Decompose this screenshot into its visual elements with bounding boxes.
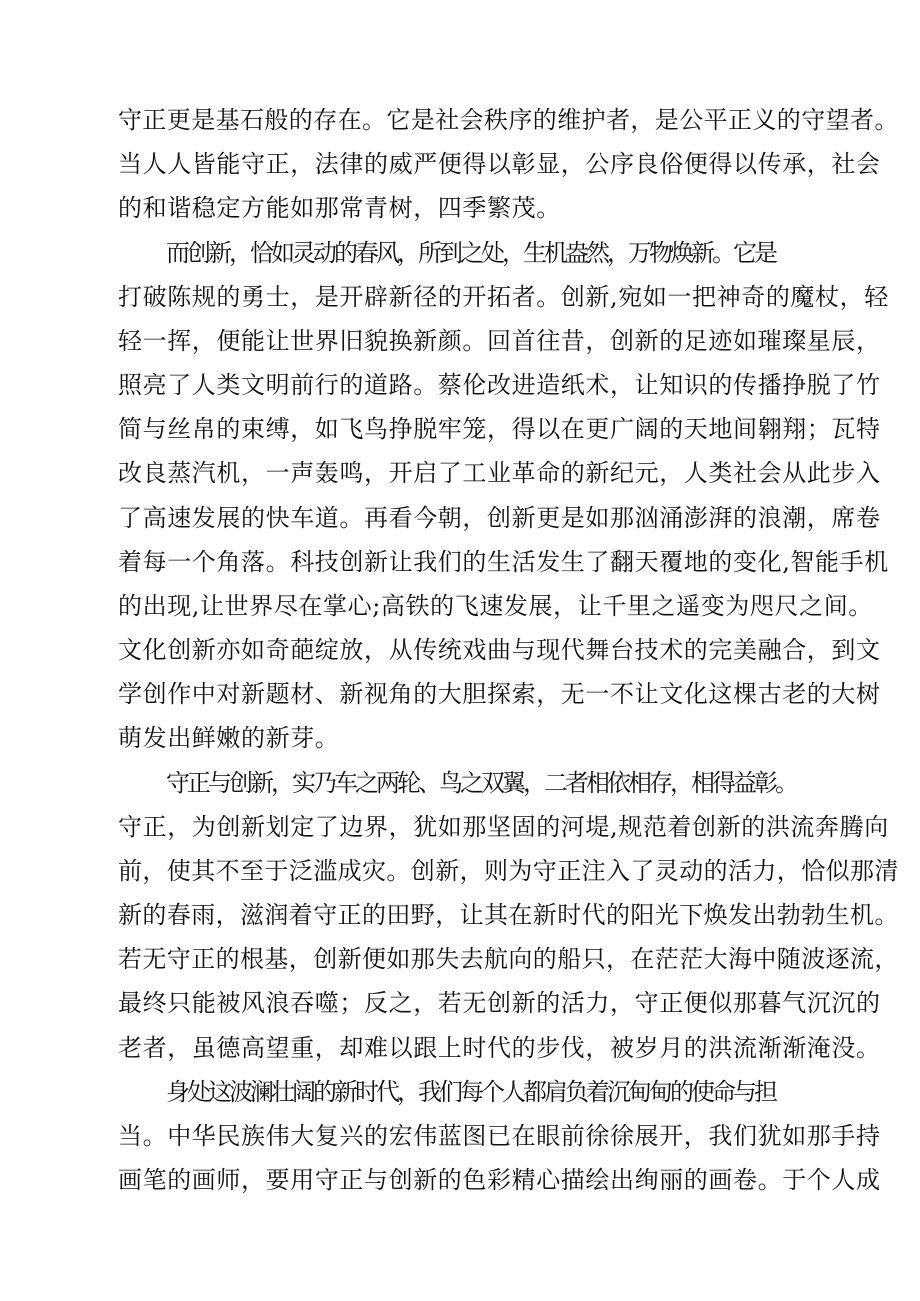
text-line: 萌发出鲜嫩的新芽。 (118, 724, 340, 752)
text-line: 若无守正的根基，创新便如那失去航向的船只，在茫茫大海中随波逐流， (118, 945, 899, 973)
text-line: 轻一挥，便能让世界旧貌换新颜。回首往昔，创新的足迹如璀璨星辰， (118, 327, 881, 355)
text-line: 打破陈规的勇士，是开辟新径的开拓者。创新,宛如一把神奇的魔杖，轻 (118, 283, 889, 311)
text-line: 当。中华民族伟大复兴的宏伟蓝图已在眼前徐徐展开，我们犹如那手持 (118, 1122, 881, 1150)
text-line: 最终只能被风浪吞噬；反之，若无创新的活力，守正便似那暮气沉沉的 (118, 989, 881, 1017)
paragraph-start-line: 守正与创新，实乃车之两轮、鸟之双翼，二者相依相存，相得益彰。 (166, 769, 796, 797)
text-line: 老者，虽德高望重，却难以跟上时代的步伐，被岁月的洪流渐渐淹没。 (118, 1034, 881, 1062)
text-line: 了高速发展的快车道。再看今朝，创新更是如那汹涌澎湃的浪潮，席卷 (118, 504, 881, 532)
text-line: 新的春雨，滋润着守正的田野，让其在新时代的阳光下焕发出勃勃生机。 (118, 901, 899, 929)
text-line: 改良蒸汽机，一声轰鸣，开启了工业革命的新纪元，人类社会从此步入 (118, 459, 881, 487)
text-line: 着每一个角落。科技创新让我们的生活发生了翻天覆地的变化,智能手机 (118, 548, 889, 576)
text-line: 学创作中对新题材、新视角的大胆探索，无一不让文化这棵古老的大树 (118, 680, 881, 708)
text-line: 简与丝帛的束缚，如飞鸟挣脱牢笼，得以在更广阔的天地间翱翔；瓦特 (118, 415, 881, 443)
paragraph-start-line: 身处这波澜壮阔的新时代，我们每个人都肩负着沉甸甸的使命与担 (166, 1078, 775, 1106)
text-line: 的和谐稳定方能如那常青树，四季繁茂。 (118, 194, 561, 222)
text-line: 前，使其不至于泛滥成灾。创新，则为守正注入了灵动的活力，恰似那清 (118, 857, 899, 885)
text-line: 守正更是基石般的存在。它是社会秩序的维护者，是公平正义的守望者。 (118, 106, 899, 134)
text-line: 守正，为创新划定了边界，犹如那坚固的河堤,规范着创新的洪流奔腾向 (118, 813, 889, 841)
text-line: 当人人皆能守正，法律的威严便得以彰显，公序良俗便得以传承，社会 (118, 150, 881, 178)
text-line: 的出现,让世界尽在掌心;高铁的飞速发展，让千里之遥变为咫尺之间。 (118, 592, 873, 620)
text-line: 画笔的画师，要用守正与创新的色彩精心描绘出绚丽的画卷。于个人成 (118, 1166, 881, 1194)
paragraph-start-line: 而创新，恰如灵动的春风，所到之处，生机盎然，万物焕新。它是 (166, 239, 775, 267)
text-line: 文化创新亦如奇葩绽放，从传统戏曲与现代舞台技术的完美融合，到文 (118, 636, 881, 664)
text-line: 照亮了人类文明前行的道路。蔡伦改进造纸术，让知识的传播挣脱了竹 (118, 371, 881, 399)
